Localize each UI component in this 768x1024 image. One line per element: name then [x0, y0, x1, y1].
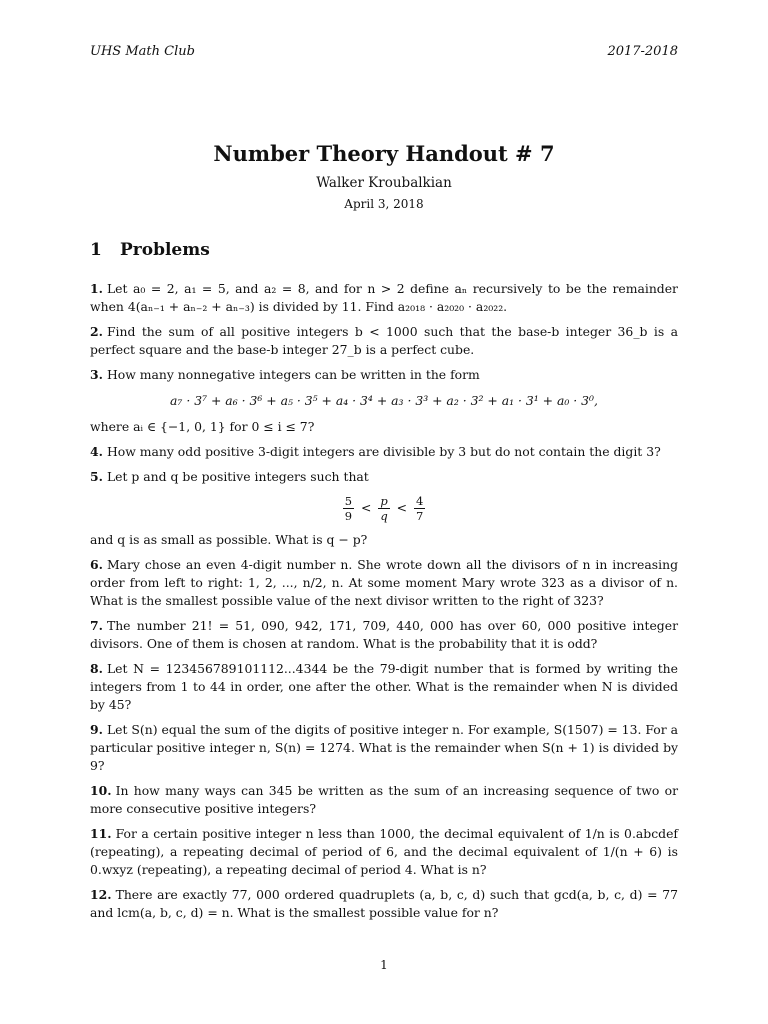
- problem-11: [90, 825, 678, 879]
- denominator: q: [380, 509, 388, 523]
- problem-number: 8.: [90, 661, 103, 676]
- problem-6: [90, 556, 678, 610]
- problem-3: [90, 366, 678, 436]
- problem-text: Let N = 123456789101112...4344 be the 79-digit number that is formed by writing the integers from 1 to 44 in order, one after the other. What is the remainder when N is divided by 45?: [90, 661, 678, 712]
- problem-text: For a certain positive integer n less than 1000, the decimal equivalent of 1/n is 0.abcdef (repeating), a repeating decimal of period of 6, and the decimal equivalent of 1/(n + 6) is 0.wxyz (repeating), a repeating decimal of period 4. What is n?: [90, 826, 678, 877]
- problem-8: [90, 660, 678, 714]
- title-block: [0, 140, 768, 212]
- problem-2: [90, 323, 678, 359]
- problem-text: Let a₀ = 2, a₁ = 5, and a₂ = 8, and for n > 2 define aₙ recursively to be the remainder when 4(aₙ₋₁ + aₙ₋₂ + aₙ₋₃) is divided by 11. Find a₂₀₁₈ · a₂₀₂₀ · a₂₀₂₂.: [90, 281, 678, 314]
- display-equation: a₇ · 3⁷ + a₆ · 3⁶ + a₅ · 3⁵ + a₄ · 3⁴ + a₃ · 3³ + a₂ · 3² + a₁ · 3¹ + a₀ · 3⁰,: [170, 393, 598, 408]
- fraction-right: [414, 494, 425, 523]
- problem-text-after: and q is as small as possible. What is q − p?: [90, 532, 368, 547]
- problem-7: [90, 617, 678, 653]
- document-title: Number Theory Handout # 7: [213, 141, 555, 166]
- header-left: UHS Math Club: [90, 44, 195, 59]
- problem-text: Let p and q be positive integers such that: [106, 469, 369, 484]
- problem-4: [90, 443, 678, 461]
- denominator: 9: [344, 509, 353, 523]
- header-right: 2017-2018: [607, 44, 678, 59]
- problem-number: 5.: [90, 469, 103, 484]
- problem-number: 7.: [90, 618, 103, 633]
- problem-number: 11.: [90, 826, 112, 841]
- problem-text: There are exactly 77, 000 ordered quadruplets (a, b, c, d) such that gcd(a, b, c, d) = 77 and lcm(a, b, c, d) = n. What is the smallest possible value for n?: [90, 887, 678, 920]
- less-than: <: [396, 500, 408, 515]
- section-number: 1: [90, 240, 102, 260]
- problem-list: [90, 280, 678, 929]
- problem-1: [90, 280, 678, 316]
- problem-number: 2.: [90, 324, 103, 339]
- fraction-middle: [378, 494, 389, 523]
- problem-number: 1.: [90, 281, 103, 296]
- problem-text: Find the sum of all positive integers b < 1000 such that the base-b integer 36_b is a perfect square and the base-b integer 27_b is a perfect cube.: [90, 324, 678, 357]
- problem-5: [90, 468, 678, 549]
- problem-number: 4.: [90, 444, 103, 459]
- problem-text: How many nonnegative integers can be written in the form: [106, 367, 480, 382]
- fraction-left: [343, 494, 354, 523]
- problem-number: 3.: [90, 367, 103, 382]
- date: April 3, 2018: [344, 197, 424, 211]
- section-title: Problems: [120, 240, 210, 260]
- problem-9: [90, 721, 678, 775]
- problem-text: Mary chose an even 4-digit number n. She wrote down all the divisors of n in increasing order from left to right: 1, 2, ..., n/2, n. At some moment Mary wrote 323 as a divisor of n. What is the smallest possible value of the next divisor written to the right of 323?: [90, 557, 678, 608]
- denominator: 7: [415, 509, 424, 523]
- problem-number: 9.: [90, 722, 103, 737]
- display-inequality: [90, 494, 678, 523]
- author: Walker Kroubalkian: [316, 175, 452, 191]
- problem-text: The number 21! = 51, 090, 942, 171, 709, 440, 000 has over 60, 000 positive integer divisors. One of them is chosen at random. What is the probability that it is odd?: [90, 618, 678, 651]
- numerator: 4: [415, 494, 424, 508]
- problem-10: [90, 782, 678, 818]
- problem-text: Let S(n) equal the sum of the digits of positive integer n. For example, S(1507) = 13. For a particular positive integer n, S(n) = 1274. What is the remainder when S(n + 1) is divided by 9?: [90, 722, 678, 773]
- problem-number: 10.: [90, 783, 112, 798]
- page-number: 1: [380, 958, 388, 972]
- problem-12: [90, 886, 678, 922]
- problem-text-after: where aᵢ ∈ {−1, 0, 1} for 0 ≤ i ≤ 7?: [90, 419, 315, 434]
- problem-number: 6.: [90, 557, 103, 572]
- numerator: 5: [344, 494, 353, 508]
- section-heading: [90, 240, 210, 260]
- problem-text: How many odd positive 3-digit integers are divisible by 3 but do not contain the digit 3?: [106, 444, 661, 459]
- problem-number: 12.: [90, 887, 112, 902]
- less-than: <: [360, 500, 372, 515]
- numerator: p: [380, 494, 388, 508]
- problem-text: In how many ways can 345 be written as the sum of an increasing sequence of two or more consecutive positive integers?: [90, 783, 678, 816]
